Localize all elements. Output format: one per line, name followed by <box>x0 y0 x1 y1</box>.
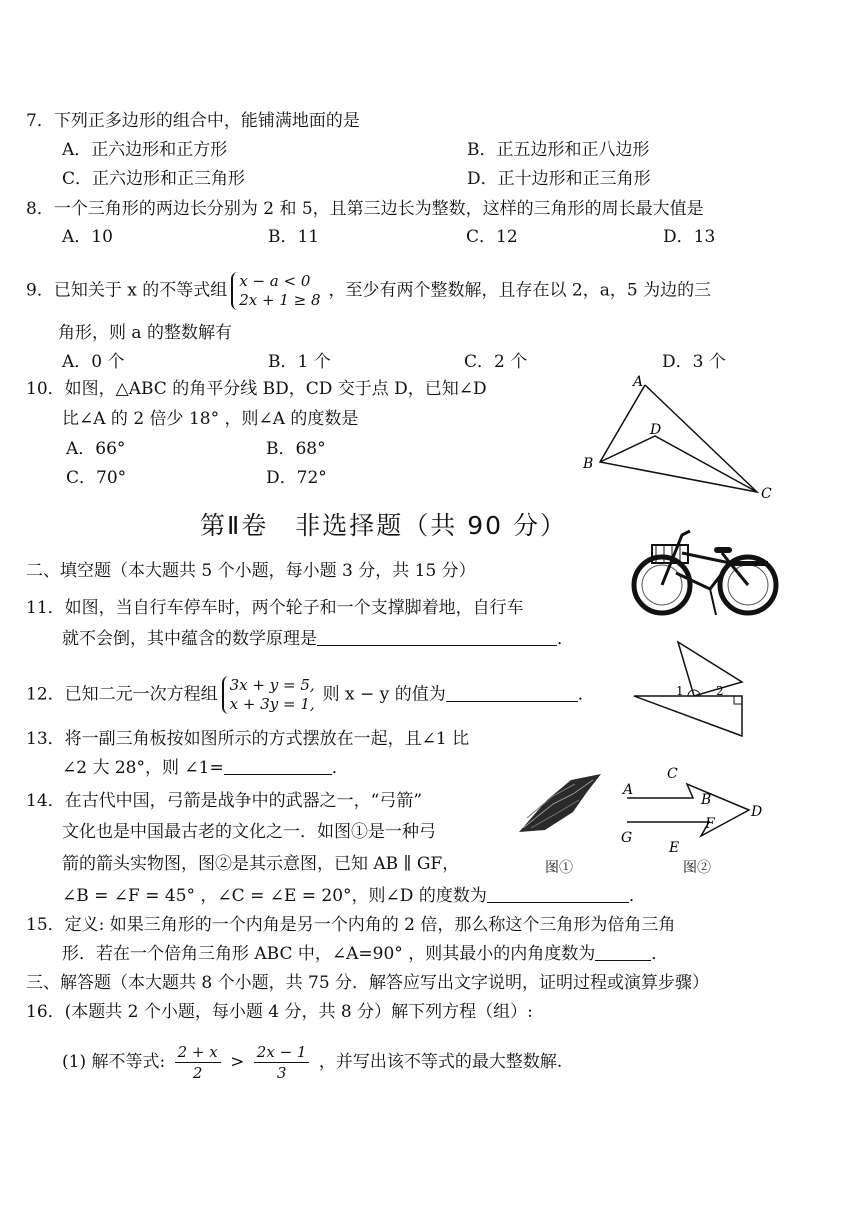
q9-option-a: A．0 个 <box>62 352 125 372</box>
section2-heading: 二、填空题（本大题共 5 个小题，每小题 3 分，共 15 分） <box>26 561 476 581</box>
q15-line2: 形．若在一个倍角三角形 ABC 中，∠A=90° ，则其最小的内角度数为 ． <box>62 944 669 964</box>
frac1-denominator: 2 <box>192 1064 203 1082</box>
q12-equation-system <box>222 676 319 714</box>
q9-sys-line2: 2x + 1 ≥ 8 <box>239 291 321 309</box>
q8-option-a: A．10 <box>62 227 113 247</box>
q10-option-a: A．66° <box>66 439 126 459</box>
q10-line1: 10．如图，△ABC 的角平分线 BD，CD 交于点 D，已知∠D <box>26 379 487 399</box>
q14-line2: 文化也是中国最古老的文化之一．如图①是一种弓 <box>62 822 436 842</box>
q14-answer-blank[interactable] <box>487 886 629 903</box>
q8-option-b: B．11 <box>268 227 320 247</box>
q10-option-c: C．70° <box>66 468 127 488</box>
q10-label-c: C <box>761 486 772 502</box>
q11-line1: 11．如图，当自行车停车时，两个轮子和一个支撑脚着地，自行车 <box>26 598 524 618</box>
q10-label-a: A <box>633 374 644 390</box>
q15-answer-blank[interactable] <box>595 944 651 961</box>
q16-stem: 16．(本题共 2 个小题，每小题 4 分，共 8 分）解下列方程（组）: <box>26 1002 533 1022</box>
q10-label-b: B <box>583 456 594 472</box>
arrowhead-photo <box>513 770 605 840</box>
q12-sys-line2: x + 3y = 1, <box>229 695 315 713</box>
q16-part1 <box>62 1040 562 1084</box>
q7-option-a: A．正六边形和正方形 <box>62 140 228 160</box>
fig2-label-b: B <box>701 792 712 808</box>
q14-line3: 箭的箭头实物图，图②是其示意图，已知 AB ∥ GF， <box>62 854 460 874</box>
q16-fraction-left <box>175 1042 221 1083</box>
q7-stem: 7．下列正多边形的组合中，能铺满地面的是 <box>26 111 360 131</box>
q12-line: 12．已知二元一次方程组 3x + y = 5, x + 3y = 1, 则 x − y 的值为 ． <box>26 676 595 713</box>
q15-line1: 15．定义: 如果三角形的一个内角是另一个内角的 2 倍，那么称这个三角形为倍角三角 <box>26 915 676 935</box>
fig2-label-g: G <box>621 830 633 846</box>
q9-line1 <box>26 272 711 310</box>
q9-line2: 角形，则 a 的整数解有 <box>58 323 232 343</box>
frac1-numerator: 2 + x <box>175 1042 221 1063</box>
q12-pre: 12．已知二元一次方程组 <box>26 684 218 705</box>
q7-option-d: D．正十边形和正三角形 <box>467 169 651 189</box>
q7-option-b: B．正五边形和正八边形 <box>467 140 650 160</box>
q11-line2: 就不会倒，其中蕴含的数学原理是 ． <box>62 629 574 649</box>
q13-answer-blank[interactable] <box>224 758 332 775</box>
figure1-caption: 图① <box>545 860 573 876</box>
q10-option-d: D．72° <box>266 468 327 488</box>
q12-post: 则 x − y 的值为 <box>322 684 446 705</box>
section3-heading: 三、解答题（本大题共 8 个小题，共 75 分．解答应写出文字说明，证明过程或演算步骤） <box>26 973 710 993</box>
q9-pre: 9．已知关于 x 的不等式组 <box>26 280 228 301</box>
q10-label-d: D <box>650 422 662 438</box>
q9-option-c: C．2 个 <box>464 352 528 372</box>
frac2-denominator: 3 <box>276 1064 287 1082</box>
q8-option-d: D．13 <box>663 227 716 247</box>
part2-title: 第Ⅱ卷 非选择题（共 90 分） <box>200 511 568 540</box>
q10-option-b: B．68° <box>266 439 326 459</box>
q12-answer-blank[interactable] <box>446 685 578 702</box>
fig2-label-a: A <box>623 782 634 798</box>
set-squares-figure <box>628 638 753 738</box>
q13-line2-text: ∠2 大 28°，则 ∠1= <box>62 758 224 778</box>
q7-option-c: C．正六边形和正三角形 <box>62 169 246 189</box>
arrow-schematic-figure <box>615 760 775 860</box>
q11-line2-text: 就不会倒，其中蕴含的数学原理是 <box>62 629 317 649</box>
q14-line4-text: ∠B = ∠F = 45° ，∠C = ∠E = 20°，则∠D 的度数为 <box>62 886 487 906</box>
fig2-label-f: F <box>705 816 715 832</box>
fig2-label-d: D <box>751 804 763 820</box>
q8-stem: 8．一个三角形的两边长分别为 2 和 5，且第三边长为整数，这样的三角形的周长最大值是 <box>26 199 704 219</box>
q9-option-b: B．1 个 <box>268 352 331 372</box>
q15-line2-text: 形．若在一个倍角三角形 ABC 中，∠A=90° ，则其最小的内角度数为 <box>62 944 596 964</box>
fig2-label-c: C <box>667 766 678 782</box>
bicycle-image <box>630 523 780 618</box>
fig2-label-e: E <box>669 840 680 856</box>
angle-2-label: 2 <box>716 684 724 698</box>
q8-option-c: C．12 <box>466 227 518 247</box>
frac2-numerator: 2x − 1 <box>254 1042 310 1063</box>
q12-sys-line1: 3x + y = 5, <box>229 676 315 694</box>
q10-line2: 比∠A 的 2 倍少 18° ，则∠A 的度数是 <box>62 409 359 429</box>
q9-post: ，至少有两个整数解，且存在以 2，a，5 为边的三 <box>328 280 712 301</box>
q10-triangle-figure <box>575 370 775 505</box>
q9-sys-line1: x − a < 0 <box>239 272 311 290</box>
q16-part1-post: ，并写出该不等式的最大整数解. <box>318 1052 563 1072</box>
q14-line4: ∠B = ∠F = 45° ，∠C = ∠E = 20°，则∠D 的度数为 ． <box>62 886 646 906</box>
q14-line1: 14．在古代中国，弓箭是战争中的武器之一，“弓箭” <box>26 791 423 811</box>
q9-inequality-system <box>231 272 324 310</box>
q9-option-d: D．3 个 <box>662 352 726 372</box>
q16-part1-pre: (1) 解不等式: <box>62 1052 166 1072</box>
q13-line2: ∠2 大 28°，则 ∠1= ． <box>62 758 349 778</box>
q16-fraction-right <box>254 1042 310 1083</box>
q11-answer-blank[interactable] <box>317 629 557 646</box>
angle-1-label: 1 <box>676 684 684 698</box>
q13-line1: 13．将一副三角板按如图所示的方式摆放在一起，且∠1 比 <box>26 729 470 749</box>
figure2-caption: 图② <box>683 860 711 876</box>
q16-gt-sign: > <box>230 1052 245 1072</box>
